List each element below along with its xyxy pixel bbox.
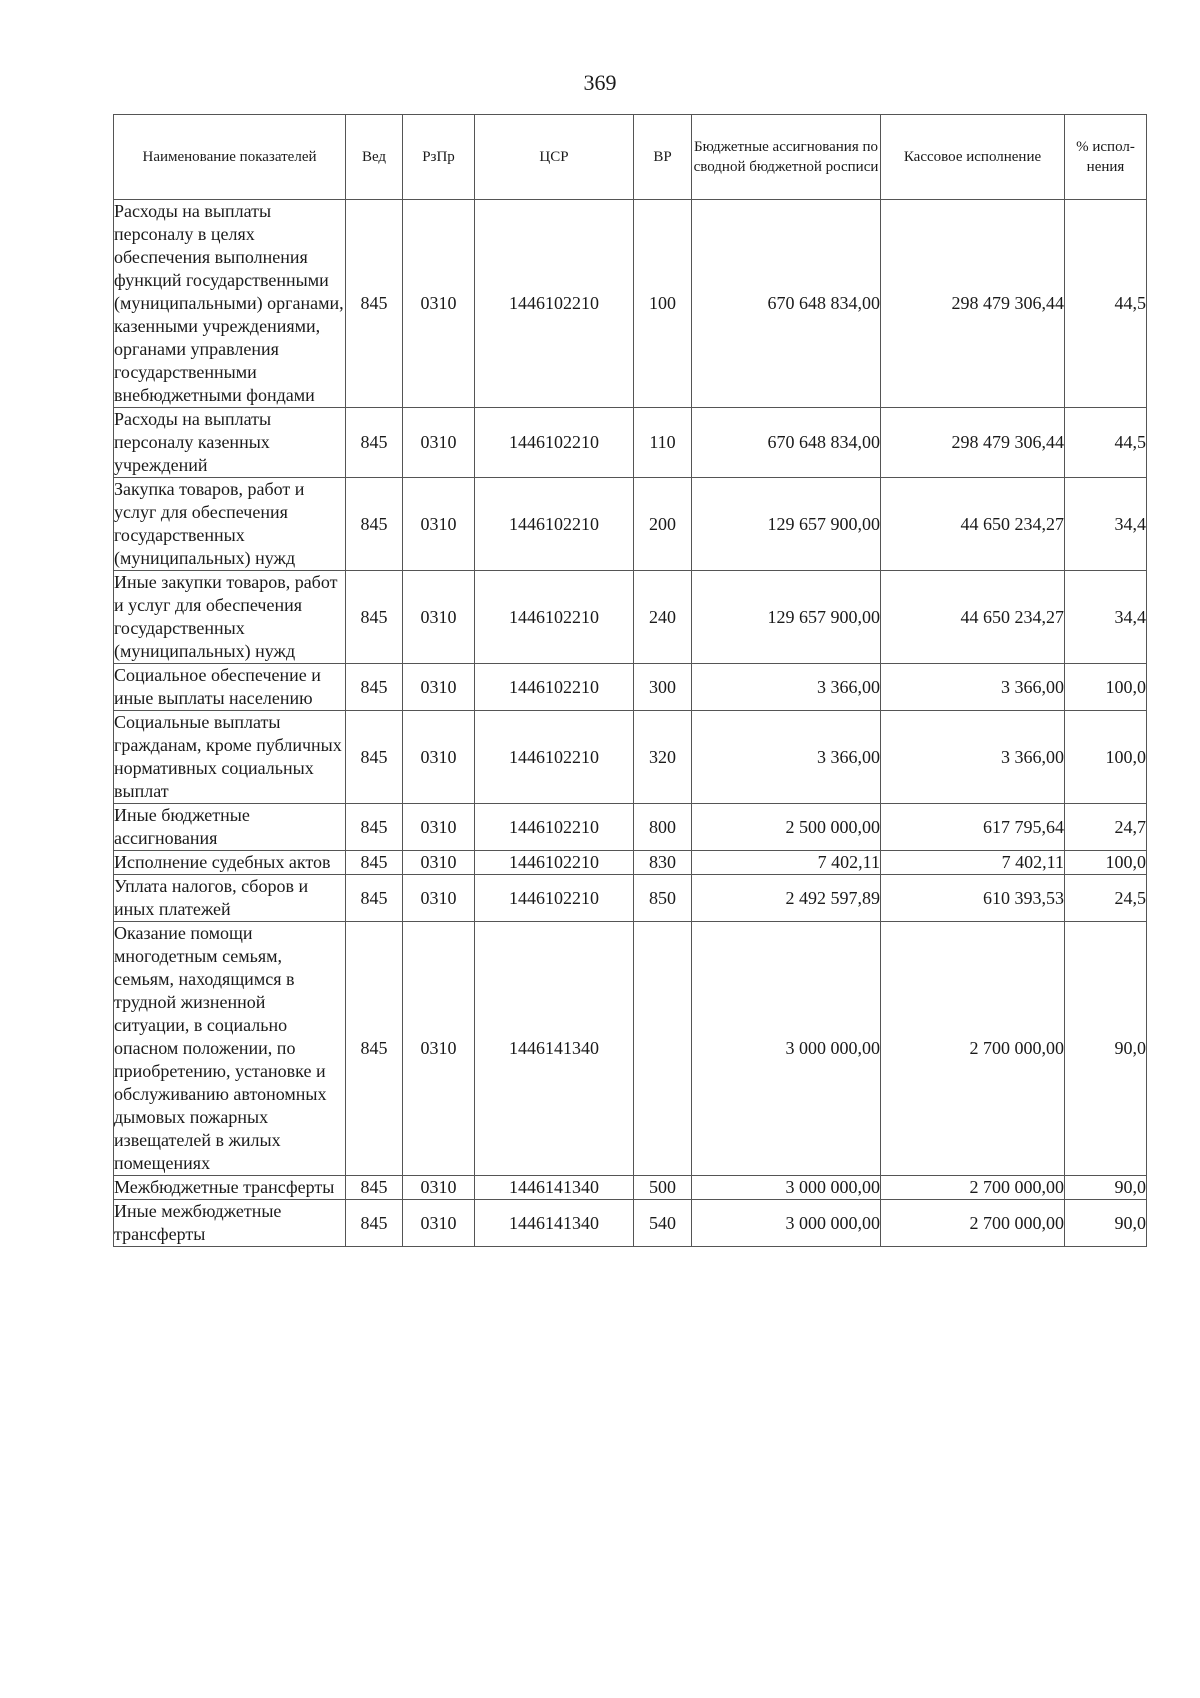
row-ved: 845 [346, 1176, 403, 1200]
row-ved: 845 [346, 571, 403, 664]
row-ved: 845 [346, 922, 403, 1176]
row-vr: 500 [634, 1176, 692, 1200]
row-percent: 90,0 [1065, 1176, 1147, 1200]
row-percent: 90,0 [1065, 922, 1147, 1176]
budget-execution-table [113, 114, 1147, 1247]
row-name: Расходы на выплаты персоналу в целях обеспечения выполнения функций государственными (муниципальными) органами, казенными учреждениями, органами управления государственными внебюджетными фондами [114, 200, 346, 408]
row-cash: 298 479 306,44 [881, 200, 1065, 408]
row-rzpr: 0310 [403, 571, 475, 664]
row-vr: 300 [634, 664, 692, 711]
row-ved: 845 [346, 804, 403, 851]
row-cash: 2 700 000,00 [881, 1176, 1065, 1200]
table-row [114, 1200, 1147, 1247]
row-rzpr: 0310 [403, 804, 475, 851]
row-rzpr: 0310 [403, 1176, 475, 1200]
row-name: Социальное обеспечение и иные выплаты населению [114, 664, 346, 711]
row-budget: 670 648 834,00 [692, 200, 881, 408]
row-vr: 200 [634, 478, 692, 571]
row-csr: 1446141340 [475, 922, 634, 1176]
row-cash: 298 479 306,44 [881, 408, 1065, 478]
row-ved: 845 [346, 711, 403, 804]
row-name: Межбюджетные трансферты [114, 1176, 346, 1200]
row-ved: 845 [346, 1200, 403, 1247]
row-cash: 7 402,11 [881, 851, 1065, 875]
row-csr: 1446102210 [475, 478, 634, 571]
row-name: Социальные выплаты гражданам, кроме публичных нормативных социальных выплат [114, 711, 346, 804]
row-rzpr: 0310 [403, 875, 475, 922]
table-row [114, 571, 1147, 664]
row-csr: 1446102210 [475, 804, 634, 851]
row-csr: 1446102210 [475, 664, 634, 711]
row-vr [634, 922, 692, 1176]
row-budget: 3 366,00 [692, 711, 881, 804]
column-header-cash: Кассовое исполнение [881, 115, 1065, 200]
row-ved: 845 [346, 875, 403, 922]
row-percent: 24,5 [1065, 875, 1147, 922]
row-vr: 830 [634, 851, 692, 875]
row-cash: 44 650 234,27 [881, 478, 1065, 571]
page-number: 369 [583, 70, 617, 95]
row-budget: 670 648 834,00 [692, 408, 881, 478]
table-row [114, 922, 1147, 1176]
row-csr: 1446102210 [475, 851, 634, 875]
table-row [114, 664, 1147, 711]
row-ved: 845 [346, 200, 403, 408]
row-cash: 44 650 234,27 [881, 571, 1065, 664]
row-csr: 1446102210 [475, 200, 634, 408]
row-cash: 610 393,53 [881, 875, 1065, 922]
row-budget: 7 402,11 [692, 851, 881, 875]
row-percent: 34,4 [1065, 478, 1147, 571]
row-csr: 1446141340 [475, 1200, 634, 1247]
row-percent: 100,0 [1065, 664, 1147, 711]
row-ved: 845 [346, 408, 403, 478]
row-vr: 800 [634, 804, 692, 851]
row-vr: 240 [634, 571, 692, 664]
row-vr: 110 [634, 408, 692, 478]
row-ved: 845 [346, 478, 403, 571]
row-ved: 845 [346, 851, 403, 875]
row-name: Исполнение судебных актов [114, 851, 346, 875]
row-name: Уплата налогов, сборов и иных платежей [114, 875, 346, 922]
row-percent: 44,5 [1065, 200, 1147, 408]
row-percent: 34,4 [1065, 571, 1147, 664]
row-vr: 850 [634, 875, 692, 922]
row-rzpr: 0310 [403, 1200, 475, 1247]
row-cash: 3 366,00 [881, 664, 1065, 711]
table-row [114, 200, 1147, 408]
table-row [114, 1176, 1147, 1200]
row-rzpr: 0310 [403, 408, 475, 478]
row-budget: 3 000 000,00 [692, 922, 881, 1176]
row-vr: 320 [634, 711, 692, 804]
row-name: Иные межбюджетные трансферты [114, 1200, 346, 1247]
row-csr: 1446102210 [475, 875, 634, 922]
column-header-name: Наименование показателей [114, 115, 346, 200]
column-header-rzpr: РзПр [403, 115, 475, 200]
row-budget: 129 657 900,00 [692, 571, 881, 664]
column-header-budget: Бюджетные ассигнования по сводной бюджетной росписи [692, 115, 881, 200]
row-percent: 100,0 [1065, 711, 1147, 804]
row-csr: 1446102210 [475, 571, 634, 664]
row-percent: 90,0 [1065, 1200, 1147, 1247]
row-percent: 100,0 [1065, 851, 1147, 875]
row-rzpr: 0310 [403, 478, 475, 571]
row-cash: 2 700 000,00 [881, 922, 1065, 1176]
row-budget: 3 000 000,00 [692, 1176, 881, 1200]
table-row [114, 408, 1147, 478]
header-row [114, 115, 1147, 200]
table-row [114, 875, 1147, 922]
row-name: Закупка товаров, работ и услуг для обеспечения государственных (муниципальных) нужд [114, 478, 346, 571]
row-rzpr: 0310 [403, 711, 475, 804]
row-vr: 100 [634, 200, 692, 408]
row-budget: 3 000 000,00 [692, 1200, 881, 1247]
row-percent: 24,7 [1065, 804, 1147, 851]
table-row [114, 804, 1147, 851]
row-rzpr: 0310 [403, 200, 475, 408]
row-csr: 1446102210 [475, 711, 634, 804]
row-rzpr: 0310 [403, 922, 475, 1176]
table-row [114, 711, 1147, 804]
row-name: Оказание помощи многодетным семьям, семьям, находящимся в трудной жизненной ситуации, в социально опасном положении, по приобретению, установке и обслуживанию автономных дымовых пожарных извещателей в жилых помещениях [114, 922, 346, 1176]
row-budget: 129 657 900,00 [692, 478, 881, 571]
row-vr: 540 [634, 1200, 692, 1247]
row-percent: 44,5 [1065, 408, 1147, 478]
row-cash: 2 700 000,00 [881, 1200, 1065, 1247]
column-header-csr: ЦСР [475, 115, 634, 200]
row-cash: 617 795,64 [881, 804, 1065, 851]
row-budget: 2 500 000,00 [692, 804, 881, 851]
column-header-vr: ВР [634, 115, 692, 200]
row-cash: 3 366,00 [881, 711, 1065, 804]
table-row [114, 478, 1147, 571]
row-name: Иные бюджетные ассигнования [114, 804, 346, 851]
column-header-ved: Вед [346, 115, 403, 200]
row-budget: 3 366,00 [692, 664, 881, 711]
row-rzpr: 0310 [403, 664, 475, 711]
row-csr: 1446141340 [475, 1176, 634, 1200]
row-name: Иные закупки товаров, работ и услуг для обеспечения государственных (муниципальных) нужд [114, 571, 346, 664]
column-header-percent: % испол-нения [1065, 115, 1147, 200]
row-ved: 845 [346, 664, 403, 711]
row-name: Расходы на выплаты персоналу казенных учреждений [114, 408, 346, 478]
row-budget: 2 492 597,89 [692, 875, 881, 922]
row-rzpr: 0310 [403, 851, 475, 875]
row-csr: 1446102210 [475, 408, 634, 478]
table-row [114, 851, 1147, 875]
